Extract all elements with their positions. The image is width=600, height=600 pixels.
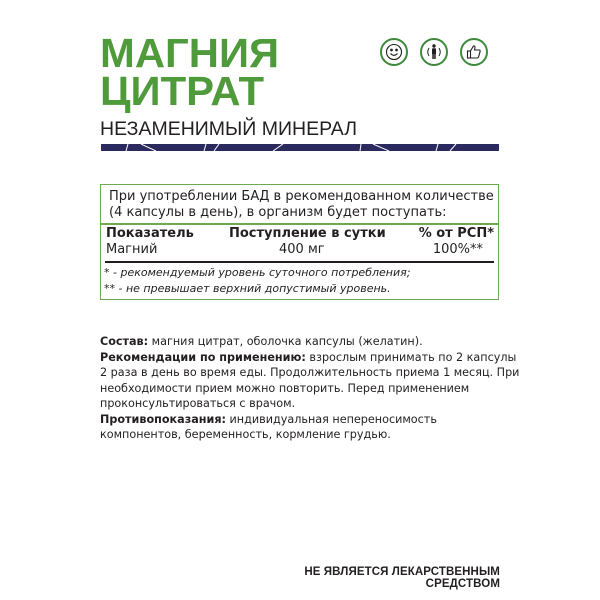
usage-paragraph: Рекомендации по применению: взрослым принимать по 2 капсулы 2 раза в день во время еды. Продолжительность приема 1 месяц. При необходимости прием можно повторить. Перед применением проконсультироваться с врачом.: [100, 350, 520, 410]
table-cell-name: Магний: [106, 242, 158, 257]
contraindications-paragraph: Противопоказания: индивидуальная непереносимость компонентов, беременность, кормление грудью.: [100, 412, 437, 441]
divider: [101, 223, 498, 225]
feature-icons: [380, 38, 488, 66]
table-cell-amount: 400 мг: [279, 242, 325, 257]
column-header-daily-intake: Поступление в сутки: [229, 226, 386, 241]
thumbs-up-icon: [460, 38, 488, 66]
intro-text: При употреблении БАД в рекомендованном количестве (4 капсулы в день), в организм будет поступать:: [109, 189, 494, 220]
product-subtitle: НЕЗАМЕНИМЫЙ МИНЕРАЛ: [100, 118, 358, 140]
column-header-percent-rsp: % от РСП*: [418, 226, 494, 241]
title-line-1: МАГНИЯ: [100, 30, 280, 76]
product-details: [100, 334, 520, 443]
footnote-1: * - рекомендуемый уровень суточного потребления;: [104, 266, 411, 279]
decorative-band: [101, 144, 499, 151]
product-title: [100, 30, 280, 114]
footnote-2: ** - не превышает верхний допустимый уровень.: [104, 282, 391, 295]
nutrition-info-box: [100, 184, 499, 300]
table-cell-percent: 100%**: [432, 242, 483, 257]
disclaimer: НЕ ЯВЛЯЕТСЯ ЛЕКАРСТВЕННЫМ СРЕДСТВОМ: [304, 566, 500, 590]
divider: [105, 261, 494, 263]
person-rotate-icon: [420, 38, 448, 66]
composition-paragraph: Состав: магния цитрат, оболочка капсулы (желатин).: [100, 335, 423, 348]
title-line-2: ЦИТРАТ: [100, 68, 265, 114]
column-header-indicator: Показатель: [106, 226, 194, 241]
smiley-icon: [380, 38, 408, 66]
